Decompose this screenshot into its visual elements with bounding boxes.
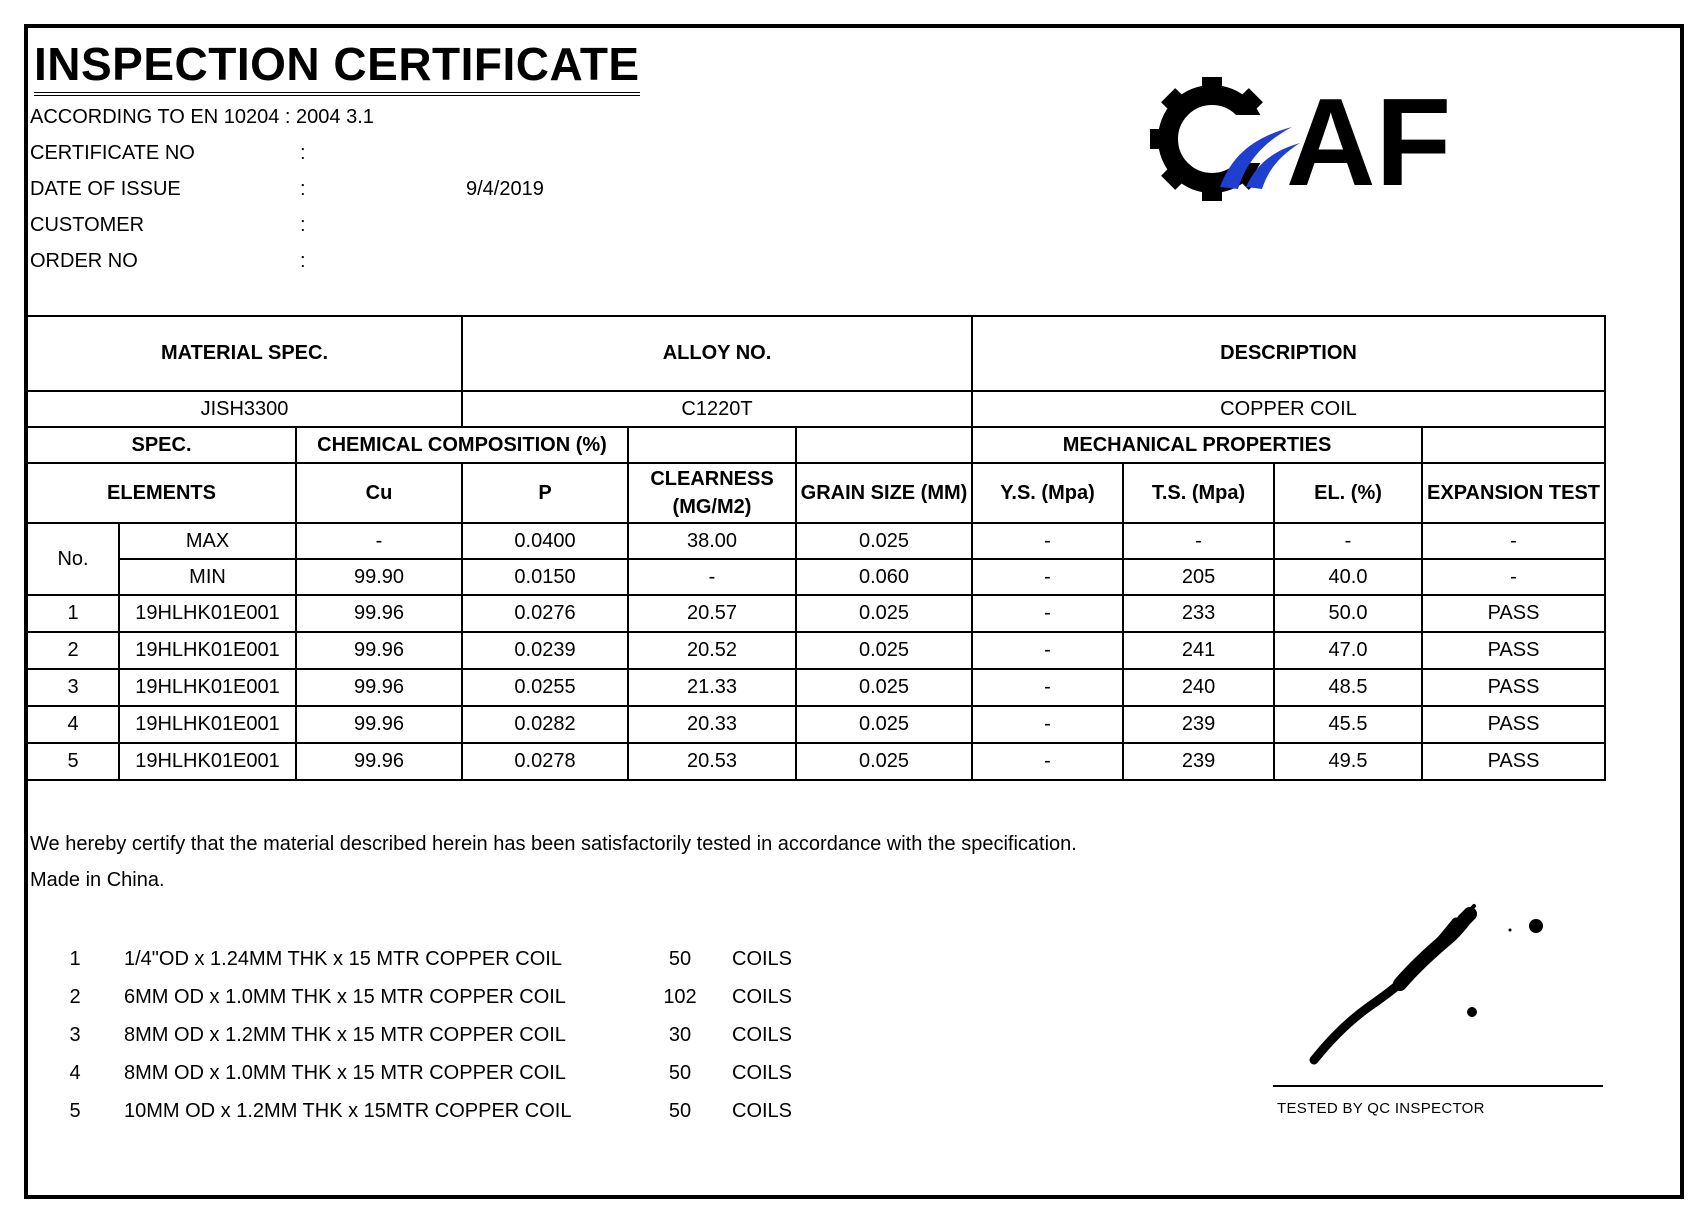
item-quantity: 30 xyxy=(668,1024,692,1046)
no-label-cell: No. xyxy=(27,523,119,595)
min-grain: 0.060 xyxy=(796,559,972,595)
max-p: 0.0400 xyxy=(462,523,628,559)
row-el: 45.5 xyxy=(1274,706,1422,743)
signature-label: TESTED BY QC INSPECTOR xyxy=(1277,1100,1485,1117)
row-no: 4 xyxy=(27,706,119,743)
description-value: COPPER COIL xyxy=(972,391,1605,427)
p-header: P xyxy=(462,463,628,523)
max-expansion: - xyxy=(1422,523,1605,559)
row-expansion: PASS xyxy=(1422,595,1605,632)
table-row xyxy=(27,595,1605,632)
row-ys: - xyxy=(972,706,1123,743)
row-p: 0.0239 xyxy=(462,632,628,669)
row-grain: 0.025 xyxy=(796,632,972,669)
inspector-signature xyxy=(1300,900,1560,1070)
row-expansion: PASS xyxy=(1422,743,1605,780)
row-ys: - xyxy=(972,632,1123,669)
certificate-no-label: CERTIFICATE NO xyxy=(30,142,195,164)
item-number: 2 xyxy=(69,986,81,1008)
min-ys: - xyxy=(972,559,1123,595)
mechanical-properties-header: MECHANICAL PROPERTIES xyxy=(972,427,1422,463)
row-grain: 0.025 xyxy=(796,743,972,780)
max-grain: 0.025 xyxy=(796,523,972,559)
cu-header: Cu xyxy=(296,463,462,523)
material-spec-header: MATERIAL SPEC. xyxy=(27,316,462,391)
max-row xyxy=(27,523,1605,559)
row-expansion: PASS xyxy=(1422,669,1605,706)
min-label: MIN xyxy=(119,559,296,595)
row-expansion: PASS xyxy=(1422,706,1605,743)
min-expansion: - xyxy=(1422,559,1605,595)
item-number: 5 xyxy=(69,1100,81,1122)
row-p: 0.0282 xyxy=(462,706,628,743)
certificate-no-colon: : xyxy=(300,142,306,164)
row-cu: 99.96 xyxy=(296,632,462,669)
row-id: 19HLHK01E001 xyxy=(119,669,296,706)
company-logo xyxy=(1150,75,1510,205)
row-id: 19HLHK01E001 xyxy=(119,632,296,669)
item-unit: COILS xyxy=(732,1100,793,1122)
item-quantity: 50 xyxy=(668,948,692,970)
alloy-value: C1220T xyxy=(462,391,972,427)
empty-header-cell xyxy=(796,427,972,463)
item-description: 10MM OD x 1.2MM THK x 15MTR COPPER COIL xyxy=(124,1100,572,1122)
row-el: 49.5 xyxy=(1274,743,1422,780)
certification-text xyxy=(30,826,1077,898)
row-el: 48.5 xyxy=(1274,669,1422,706)
row-no: 3 xyxy=(27,669,119,706)
item-unit: COILS xyxy=(732,948,793,970)
row-clearness: 20.53 xyxy=(628,743,796,780)
item-unit: COILS xyxy=(732,986,793,1008)
item-description: 1/4"OD x 1.24MM THK x 15 MTR COPPER COIL xyxy=(124,948,562,970)
description-header: DESCRIPTION xyxy=(972,316,1605,391)
max-el: - xyxy=(1274,523,1422,559)
row-grain: 0.025 xyxy=(796,669,972,706)
order-no-colon: : xyxy=(300,250,306,272)
item-description: 6MM OD x 1.0MM THK x 15 MTR COPPER COIL xyxy=(124,986,566,1008)
row-id: 19HLHK01E001 xyxy=(119,743,296,780)
max-ts: - xyxy=(1123,523,1274,559)
inspection-table xyxy=(26,315,1606,781)
min-clearness: - xyxy=(628,559,796,595)
min-cu: 99.90 xyxy=(296,559,462,595)
material-header-row xyxy=(27,316,1605,391)
signature-line xyxy=(1273,1085,1603,1087)
row-grain: 0.025 xyxy=(796,706,972,743)
material-spec-value: JISH3300 xyxy=(27,391,462,427)
row-clearness: 20.52 xyxy=(628,632,796,669)
item-quantity: 50 xyxy=(668,1100,692,1122)
date-of-issue-value: 9/4/2019 xyxy=(466,178,544,200)
table-row xyxy=(27,743,1605,780)
page-title: INSPECTION CERTIFICATE xyxy=(34,36,640,96)
empty-header-cell xyxy=(628,427,796,463)
date-of-issue-label: DATE OF ISSUE xyxy=(30,178,181,200)
min-row xyxy=(27,559,1605,595)
table-row xyxy=(27,632,1605,669)
customer-label: CUSTOMER xyxy=(30,214,145,236)
row-el: 50.0 xyxy=(1274,595,1422,632)
row-no: 5 xyxy=(27,743,119,780)
row-p: 0.0278 xyxy=(462,743,628,780)
item-number: 3 xyxy=(69,1024,81,1046)
row-cu: 99.96 xyxy=(296,595,462,632)
elements-header: ELEMENTS xyxy=(27,463,296,523)
row-ts: 239 xyxy=(1123,706,1274,743)
column-header-row xyxy=(27,463,1605,523)
row-ys: - xyxy=(972,669,1123,706)
row-grain: 0.025 xyxy=(796,595,972,632)
standard-text: ACCORDING TO EN 10204 : 2004 3.1 xyxy=(30,106,374,128)
row-ts: 240 xyxy=(1123,669,1274,706)
row-clearness: 20.57 xyxy=(628,595,796,632)
row-clearness: 20.33 xyxy=(628,706,796,743)
chemical-composition-header: CHEMICAL COMPOSITION (%) xyxy=(296,427,628,463)
origin-statement: Made in China. xyxy=(30,869,165,891)
row-expansion: PASS xyxy=(1422,632,1605,669)
grain-size-header: GRAIN SIZE (MM) xyxy=(796,463,972,523)
date-of-issue-colon: : xyxy=(300,178,306,200)
alloy-header: ALLOY NO. xyxy=(462,316,972,391)
tensile-strength-header: T.S. (Mpa) xyxy=(1123,463,1274,523)
row-ys: - xyxy=(972,595,1123,632)
row-ts: 233 xyxy=(1123,595,1274,632)
table-row xyxy=(27,706,1605,743)
min-ts: 205 xyxy=(1123,559,1274,595)
item-number: 1 xyxy=(69,948,81,970)
max-cu: - xyxy=(296,523,462,559)
min-p: 0.0150 xyxy=(462,559,628,595)
row-p: 0.0255 xyxy=(462,669,628,706)
row-no: 2 xyxy=(27,632,119,669)
row-cu: 99.96 xyxy=(296,669,462,706)
order-no-label: ORDER NO xyxy=(30,250,138,272)
empty-header-cell xyxy=(1422,427,1605,463)
group-header-row xyxy=(27,427,1605,463)
row-p: 0.0276 xyxy=(462,595,628,632)
certification-statement: We hereby certify that the material described herein has been satisfactorily tested in accordance with the specification. xyxy=(30,833,1077,855)
item-unit: COILS xyxy=(732,1024,793,1046)
max-label: MAX xyxy=(119,523,296,559)
row-id: 19HLHK01E001 xyxy=(119,706,296,743)
row-ys: - xyxy=(972,743,1123,780)
item-unit: COILS xyxy=(732,1062,793,1084)
row-id: 19HLHK01E001 xyxy=(119,595,296,632)
table-row xyxy=(27,669,1605,706)
row-ts: 239 xyxy=(1123,743,1274,780)
row-clearness: 21.33 xyxy=(628,669,796,706)
clearness-header: CLEARNESS (MG/M2) xyxy=(628,463,796,523)
min-el: 40.0 xyxy=(1274,559,1422,595)
spec-header: SPEC. xyxy=(27,427,296,463)
logo-text: AF xyxy=(1286,75,1452,205)
expansion-test-header: EXPANSION TEST xyxy=(1422,463,1605,523)
item-number: 4 xyxy=(69,1062,81,1084)
max-clearness: 38.00 xyxy=(628,523,796,559)
row-el: 47.0 xyxy=(1274,632,1422,669)
item-description: 8MM OD x 1.2MM THK x 15 MTR COPPER COIL xyxy=(124,1024,566,1046)
row-ts: 241 xyxy=(1123,632,1274,669)
yield-strength-header: Y.S. (Mpa) xyxy=(972,463,1123,523)
item-quantity: 102 xyxy=(663,986,697,1008)
item-quantity: 50 xyxy=(668,1062,692,1084)
customer-colon: : xyxy=(300,214,306,236)
item-description: 8MM OD x 1.0MM THK x 15 MTR COPPER COIL xyxy=(124,1062,566,1084)
elongation-header: EL. (%) xyxy=(1274,463,1422,523)
row-no: 1 xyxy=(27,595,119,632)
row-cu: 99.96 xyxy=(296,706,462,743)
max-ys: - xyxy=(972,523,1123,559)
material-value-row xyxy=(27,391,1605,427)
row-cu: 99.96 xyxy=(296,743,462,780)
